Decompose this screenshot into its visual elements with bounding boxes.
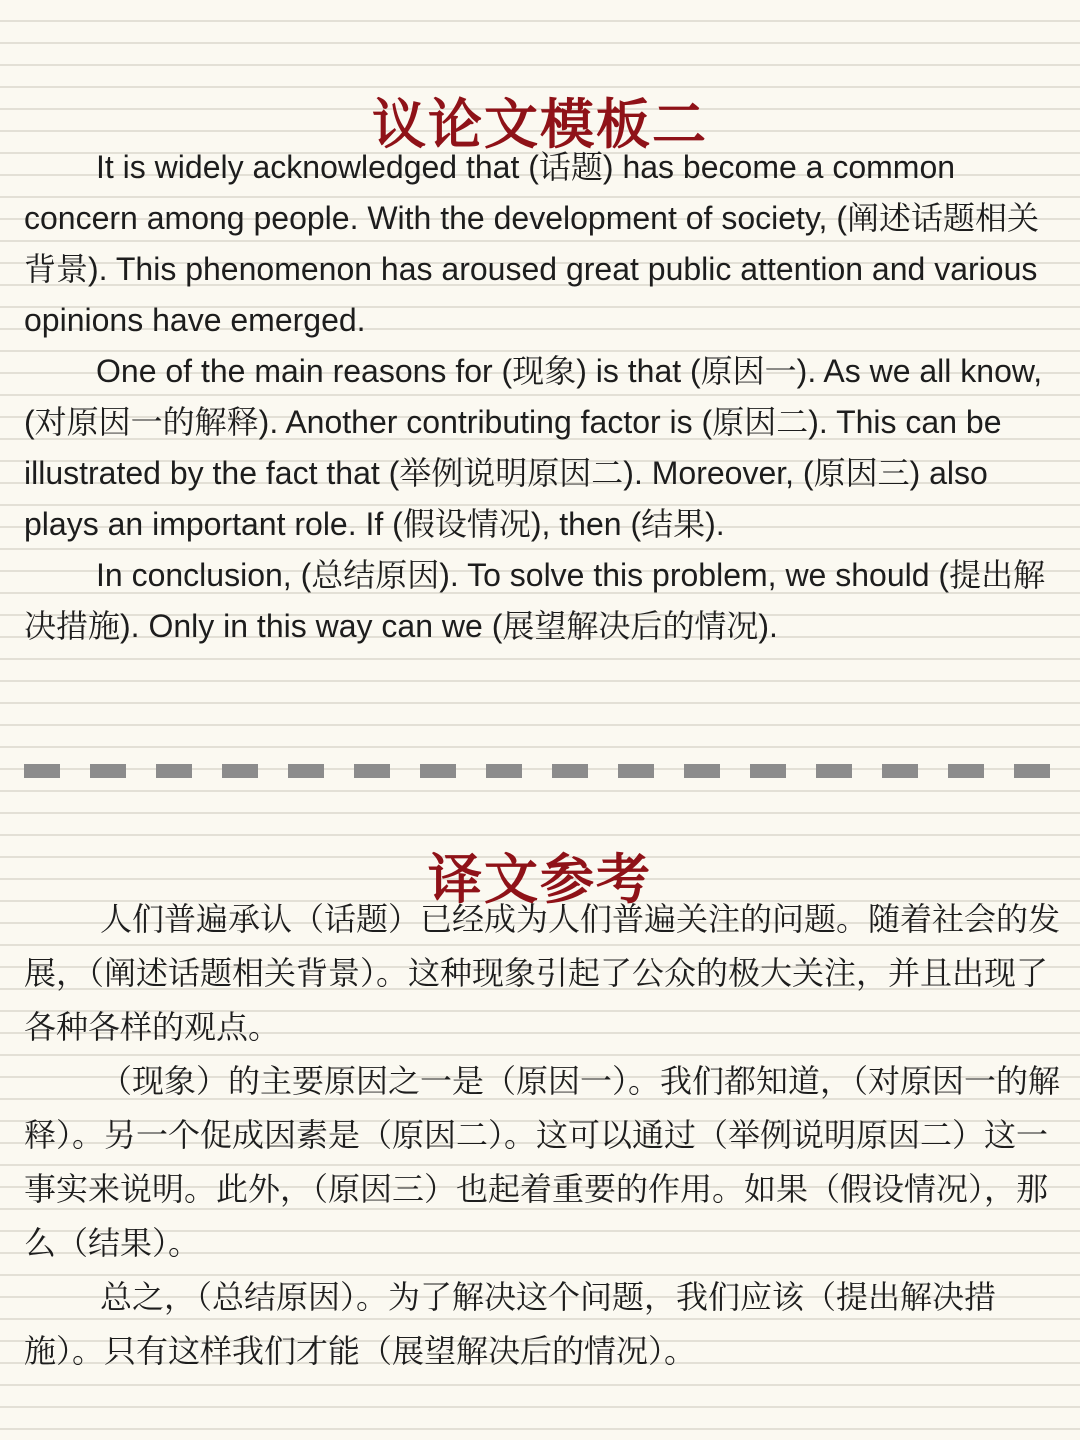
template-title: 议论文模板二 bbox=[372, 92, 708, 157]
english-template-body bbox=[24, 142, 1060, 652]
english-paragraph-intro: It is widely acknowledged that (话题) has become a common concern among people. With the development of society, (阐述话题相关背景). This phenomenon has aroused great public attention and various opinions have emerged. bbox=[24, 149, 1039, 338]
chinese-translation-body bbox=[24, 892, 1060, 1378]
english-paragraph-reasons: One of the main reasons for (现象) is that (原因一). As we all know, (对原因一的解释). Another contributing factor is (原因二). This can be illustrated by the fact that (举例说明原因二). Moreover, (原因三) also plays an important role. If (假设情况), then (结果). bbox=[24, 353, 1043, 542]
dashed-divider bbox=[24, 764, 1056, 778]
translation-title: 译文参考 bbox=[428, 846, 652, 911]
chinese-paragraph-intro: 人们普遍承认（话题）已经成为人们普遍关注的问题。随着社会的发展，（阐述话题相关背景）。这种现象引起了公众的极大关注，并且出现了各种各样的观点。 bbox=[24, 900, 1061, 1046]
chinese-paragraph-reasons: （现象）的主要原因之一是（原因一）。我们都知道，（对原因一的解释）。另一个促成因素是（原因二）。这可以通过（举例说明原因二）这一事实来说明。此外，（原因三）也起着重要的作用。如果（假设情况），那么（结果）。 bbox=[24, 1062, 1061, 1262]
chinese-paragraph-conclusion: 总之，（总结原因）。为了解决这个问题，我们应该（提出解决措施）。只有这样我们才能（展望解决后的情况）。 bbox=[24, 1278, 997, 1370]
english-paragraph-conclusion: In conclusion, (总结原因). To solve this problem, we should (提出解决措施). Only in this way can we (展望解决后的情况). bbox=[24, 557, 1046, 644]
